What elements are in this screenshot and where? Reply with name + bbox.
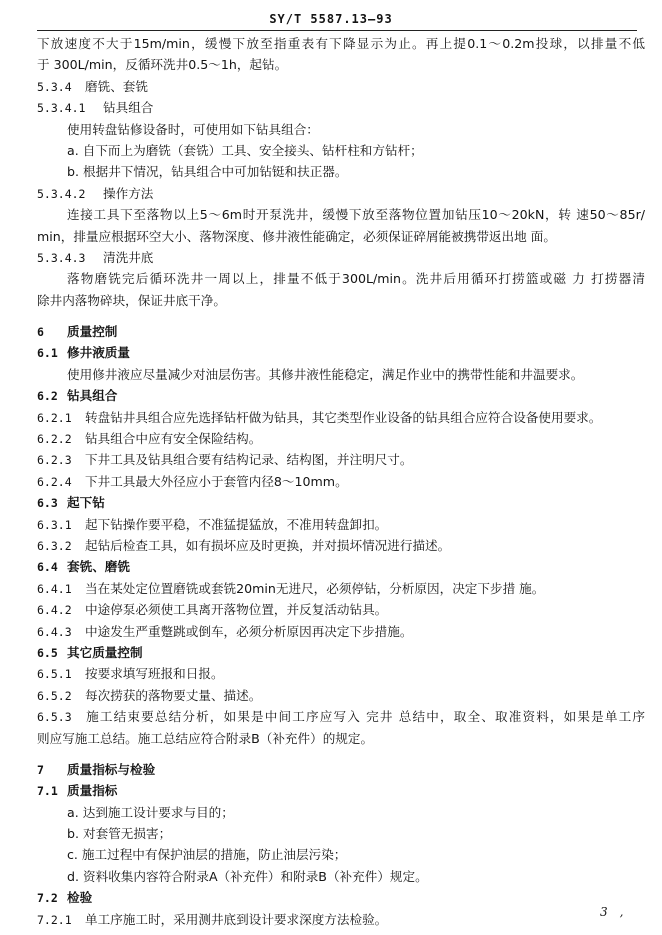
clause-text: 磨铣、套铣: [85, 78, 148, 94]
clause-line: [37, 556, 645, 577]
clause-line: [37, 706, 645, 727]
clause-text: 转盘钻井具组合应先选择钻杆做为钻具，其它类型作业设备的钻具组合应符合设备使用要求。: [85, 409, 602, 425]
clause-number: 7.2.1: [37, 912, 72, 927]
clause-line: [37, 471, 645, 492]
clause-line: [37, 247, 645, 268]
clause-text: 清洗井底: [103, 249, 154, 265]
text-line: [37, 140, 645, 161]
clause-number: 7: [37, 762, 44, 777]
clause-line: [37, 887, 645, 908]
clause-number: 6.1: [37, 346, 58, 361]
clause-line: [37, 599, 645, 620]
clause-text: c. 施工过程中有保护油层的措施，防止油层污染；: [67, 847, 347, 863]
clause-number: 7.2: [37, 891, 58, 906]
clause-number: 6.5.1: [37, 667, 72, 682]
text-line: [37, 268, 645, 289]
clause-text: 中途发生严重蹩跳或倒车，必须分析原因再决定下步措施。: [85, 623, 413, 639]
clause-text: 于 300L/min，反循环洗井0.5～1h，起钻。: [37, 57, 288, 73]
clause-number: 6.3: [37, 496, 58, 511]
clause-number: 6.3.2: [37, 538, 72, 553]
clause-text: 质量指标与检验: [67, 761, 156, 777]
text-line: [37, 728, 645, 749]
clause-line: [37, 909, 645, 930]
clause-text: 修井液质量: [67, 345, 130, 361]
clause-text: 质量控制: [67, 324, 118, 340]
clause-text: 钻具组合: [67, 388, 118, 404]
clause-line: [37, 321, 645, 342]
clause-line: [37, 407, 645, 428]
clause-line: [37, 449, 645, 470]
clause-text: 套铣、磨铣: [67, 559, 130, 575]
standard-code-header: SY/T 5587.13—93: [269, 12, 393, 26]
clause-number: 5.3.4.2: [37, 186, 86, 201]
clause-text: a. 自下而上为磨铣（套铣）工具、安全接头、钻杆柱和方钻杆；: [67, 142, 423, 158]
clause-text: b. 对套管无损害；: [67, 826, 172, 842]
clause-text: a. 达到施工设计要求与目的；: [67, 804, 234, 820]
clause-number: 5.3.4.1: [37, 101, 86, 116]
clause-number: 6.2.3: [37, 453, 72, 468]
clause-text: 每次捞获的落物要丈量、描述。: [85, 687, 262, 703]
section-spacer: [37, 311, 645, 321]
text-line: [37, 364, 645, 385]
clause-line: [37, 97, 645, 118]
clause-line: [37, 663, 645, 684]
clause-text: 施工结束要总结分析，如果是中间工序应写入 完井 总结中，取全、取准资料，如果是单工序: [85, 709, 645, 725]
clause-number: 6.2: [37, 389, 58, 404]
clause-number: 6.5.2: [37, 688, 72, 703]
clause-line: [37, 492, 645, 513]
clause-number: 6.4: [37, 560, 58, 575]
text-line: [37, 119, 645, 140]
clause-text: 下放速度不大于15m/min，缓慢下放至指重表有下降显示为止。再上提0.1～0.2m投球，以排量不低: [37, 36, 645, 51]
clause-text: 除井内落物碎块，保证井底干净。: [37, 292, 226, 308]
text-line: [37, 33, 645, 54]
clause-text: 则应写施工总结。施工总结应符合附录B（补充件）的规定。: [37, 730, 374, 746]
page-number: 3 ,: [600, 905, 624, 919]
clause-number: 6.3.1: [37, 517, 72, 532]
clause-line: [37, 759, 645, 780]
text-line: [37, 866, 645, 887]
clause-text: 钻具组合: [103, 100, 154, 116]
clause-text: 使用转盘钻修设备时，可使用如下钻具组合：: [67, 121, 319, 137]
clause-line: [37, 514, 645, 535]
text-line: [37, 802, 645, 823]
clause-text: 中途停泵必须使工具离开落物位置，并反复活动钻具。: [85, 602, 388, 618]
clause-number: 6.2.4: [37, 474, 72, 489]
clause-line: [37, 642, 645, 663]
clause-text: 检验: [67, 890, 93, 906]
clause-text: 当在某处定位置磨铣或套铣20min无进尺，必须停钻，分析原因，决定下步措 施。: [85, 580, 545, 596]
clause-text: min，排量应根据环空大小、落物深度、修井液性能确定，必须保证碎屑能被携带返出地 面。: [37, 228, 556, 244]
text-line: [37, 823, 645, 844]
clause-number: 6.5: [37, 645, 58, 660]
clause-text: 起下钻操作要平稳，不准猛提猛放，不准用转盘卸扣。: [85, 516, 388, 532]
clause-text: 质量指标: [67, 783, 118, 799]
clause-text: b. 根据井下情况，钻具组合中可加钻铤和扶正器。: [67, 164, 348, 180]
document-body: [37, 33, 645, 930]
clause-text: d. 资料收集内容符合附录A（补充件）和附录B（补充件）规定。: [67, 868, 428, 884]
text-line: [37, 54, 645, 75]
clause-number: 5.3.4.3: [37, 250, 86, 265]
clause-text: 起下钻: [67, 495, 105, 511]
clause-line: [37, 621, 645, 642]
text-line: [37, 161, 645, 182]
clause-number: 6.4.3: [37, 624, 72, 639]
clause-line: [37, 183, 645, 204]
text-line: [37, 290, 645, 311]
clause-text: 其它质量控制: [67, 644, 143, 660]
text-line: [37, 226, 645, 247]
clause-number: 5.3.4: [37, 79, 72, 94]
section-spacer: [37, 749, 645, 759]
clause-line: [37, 428, 645, 449]
clause-text: 落物磨铣完后循环洗井一周以上，排量不低于300L/min。洗井后用循环打捞篮或磁 力 打捞器清: [67, 271, 645, 287]
clause-number: 7.1: [37, 784, 58, 799]
clause-text: 下井工具及钻具组合要有结构记录、结构图，并注明尺寸。: [85, 452, 413, 468]
clause-number: 6.4.2: [37, 603, 72, 618]
clause-text: 连接工具下至落物以上5～6m时开泵洗井，缓慢下放至落物位置加钻压10～20kN，转 速50～85r/: [67, 207, 645, 223]
clause-line: [37, 342, 645, 363]
text-line: [37, 844, 645, 865]
clause-line: [37, 685, 645, 706]
clause-line: [37, 578, 645, 599]
clause-text: 下井工具最大外径应小于套管内径8～10mm。: [85, 473, 348, 489]
text-line: [37, 204, 645, 225]
clause-line: [37, 385, 645, 406]
header-rule: [37, 30, 637, 31]
clause-number: 6.5.3: [37, 710, 72, 725]
clause-line: [37, 780, 645, 801]
clause-number: 6: [37, 325, 44, 340]
clause-text: 单工序施工时，采用测井底到设计要求深度方法检验。: [85, 911, 388, 927]
clause-number: 6.4.1: [37, 581, 72, 596]
clause-line: [37, 535, 645, 556]
clause-line: [37, 76, 645, 97]
clause-text: 使用修井液应尽量减少对油层伤害。其修井液性能稳定，满足作业中的携带性能和井温要求。: [67, 366, 584, 382]
clause-text: 起钻后检查工具，如有损坏应及时更换，并对损坏情况进行描述。: [85, 537, 451, 553]
clause-number: 6.2.2: [37, 432, 72, 447]
clause-number: 6.2.1: [37, 410, 72, 425]
clause-text: 操作方法: [103, 185, 154, 201]
clause-text: 按要求填写班报和日报。: [85, 666, 224, 682]
clause-text: 钻具组合中应有安全保险结构。: [85, 431, 262, 447]
